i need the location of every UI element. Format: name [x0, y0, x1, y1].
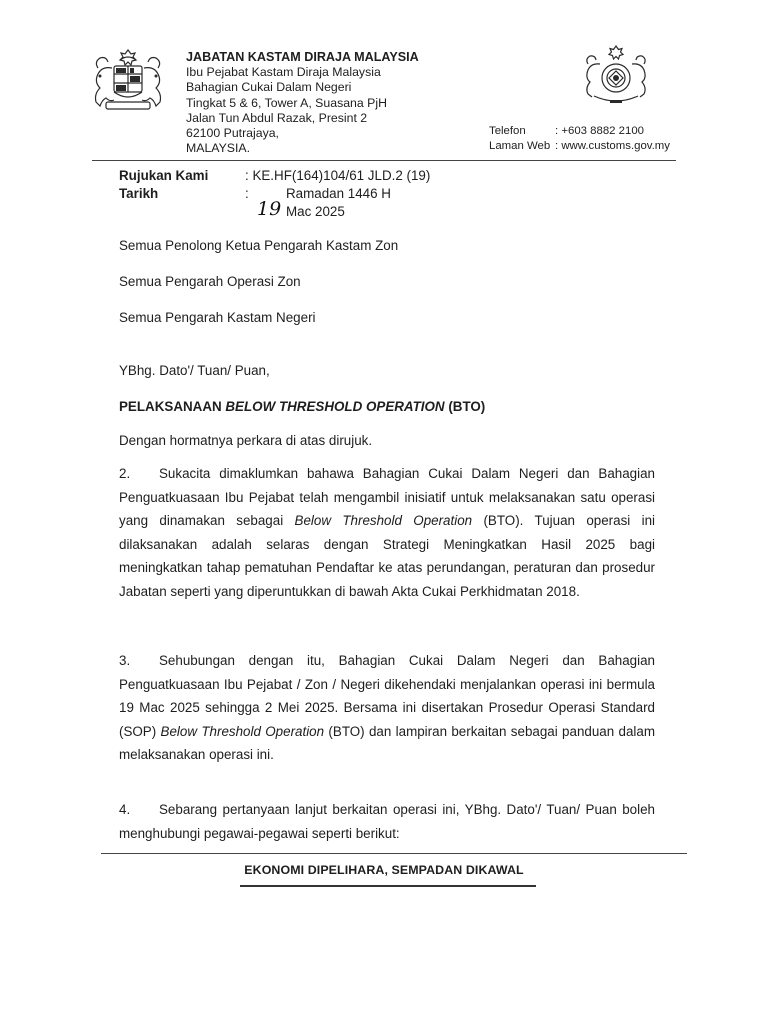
paragraph-4: 4. Sebarang pertanyaan lanjut berkaitan operasi ini, YBhg. Dato'/ Tuan/ Puan boleh menghubungi pegawai-pegawai seperti berikut:: [119, 798, 655, 845]
reference-block: [119, 167, 659, 223]
footer-underline: [240, 885, 536, 887]
footer-divider: [101, 853, 687, 854]
contact-info: [489, 124, 670, 153]
paragraph-3: 3. Sehubungan dengan itu, Bahagian Cukai Dalam Negeri dan Bahagian Penguatkuasaan Ibu Pejabat / Zon / Negeri dikehendaki menjalankan operasi ini bermula 19 Mac 2025 sehingga 2 Mei 2025. Bersama ini disertakan Prosedur Operasi Standard (SOP) Below Threshold Operation (BTO) dan lampiran berkaitan sebagai panduan dalam melaksanakan operasi ini.: [119, 649, 655, 767]
website-url: : www.customs.gov.my: [555, 139, 670, 152]
malaysia-coat-of-arms-icon: [84, 46, 172, 114]
month-year: Mac 2025: [286, 204, 345, 219]
address-line: MALAYSIA.: [186, 141, 251, 156]
address-line: Ibu Pejabat Kastam Diraja Malaysia: [186, 65, 381, 80]
address-line: Bahagian Cukai Dalam Negeri: [186, 80, 352, 95]
hijri-date: Ramadan 1446 H: [286, 186, 391, 201]
paragraph-number: 4.: [119, 802, 131, 817]
phone-label: Telefon: [489, 125, 526, 137]
date-colon: :: [245, 186, 249, 201]
recipient-line: Semua Pengarah Kastam Negeri: [119, 310, 316, 325]
recipient-line: Semua Penolong Ketua Pengarah Kastam Zon: [119, 238, 399, 253]
organization-name: JABATAN KASTAM DIRAJA MALAYSIA: [186, 50, 419, 64]
date-label: Tarikh: [119, 186, 159, 201]
paragraph-number: 3.: [119, 653, 131, 668]
website-label: Laman Web: [489, 139, 551, 152]
reference-label: Rujukan Kami: [119, 168, 209, 183]
customs-department-emblem-icon: [576, 44, 656, 108]
address-line: Jalan Tun Abdul Razak, Presint 2: [186, 110, 368, 125]
paragraph-2: 2. Sukacita dimaklumkan bahawa Bahagian Cukai Dalam Negeri dan Bahagian Penguatkuasaan Ibu Pejabat telah mengambil inisiatif untuk melaksanakan satu operasi yang dinamakan sebagai Below Threshold Operation (BTO). Tujuan operasi ini dilaksanakan adalah selaras dengan Strategi Meningkatkan Hasil 2025 bagi meningkatkan tahap pematuhan Pendaftar ke atas perundangan, peraturan dan prosedur Jabatan seperti yang diperuntukkan di bawah Akta Cukai Perkhidmatan 2018.: [119, 462, 655, 603]
paragraph-number: 2.: [119, 466, 131, 481]
footer-motto: EKONOMI DIPELIHARA, SEMPADAN DIKAWAL: [244, 863, 524, 877]
header-divider: [92, 160, 676, 161]
address-line: 62100 Putrajaya,: [186, 126, 279, 141]
opening-sentence: Dengan hormatnya perkara di atas dirujuk.: [119, 433, 373, 448]
salutation: YBhg. Dato'/ Tuan/ Puan,: [119, 363, 270, 378]
address-line: Tingkat 5 & 6, Tower A, Suasana PjH: [186, 95, 387, 110]
recipient-line: Semua Pengarah Operasi Zon: [119, 274, 301, 289]
letterhead-address: [186, 50, 419, 156]
reference-number: : KE.HF(164)104/61 JLD.2 (19): [245, 168, 431, 183]
subject-heading: PELAKSANAAN BELOW THRESHOLD OPERATION (BTO): [119, 399, 486, 414]
handwritten-day: 19: [257, 198, 282, 220]
phone-number: : +603 8882 2100: [555, 125, 644, 137]
